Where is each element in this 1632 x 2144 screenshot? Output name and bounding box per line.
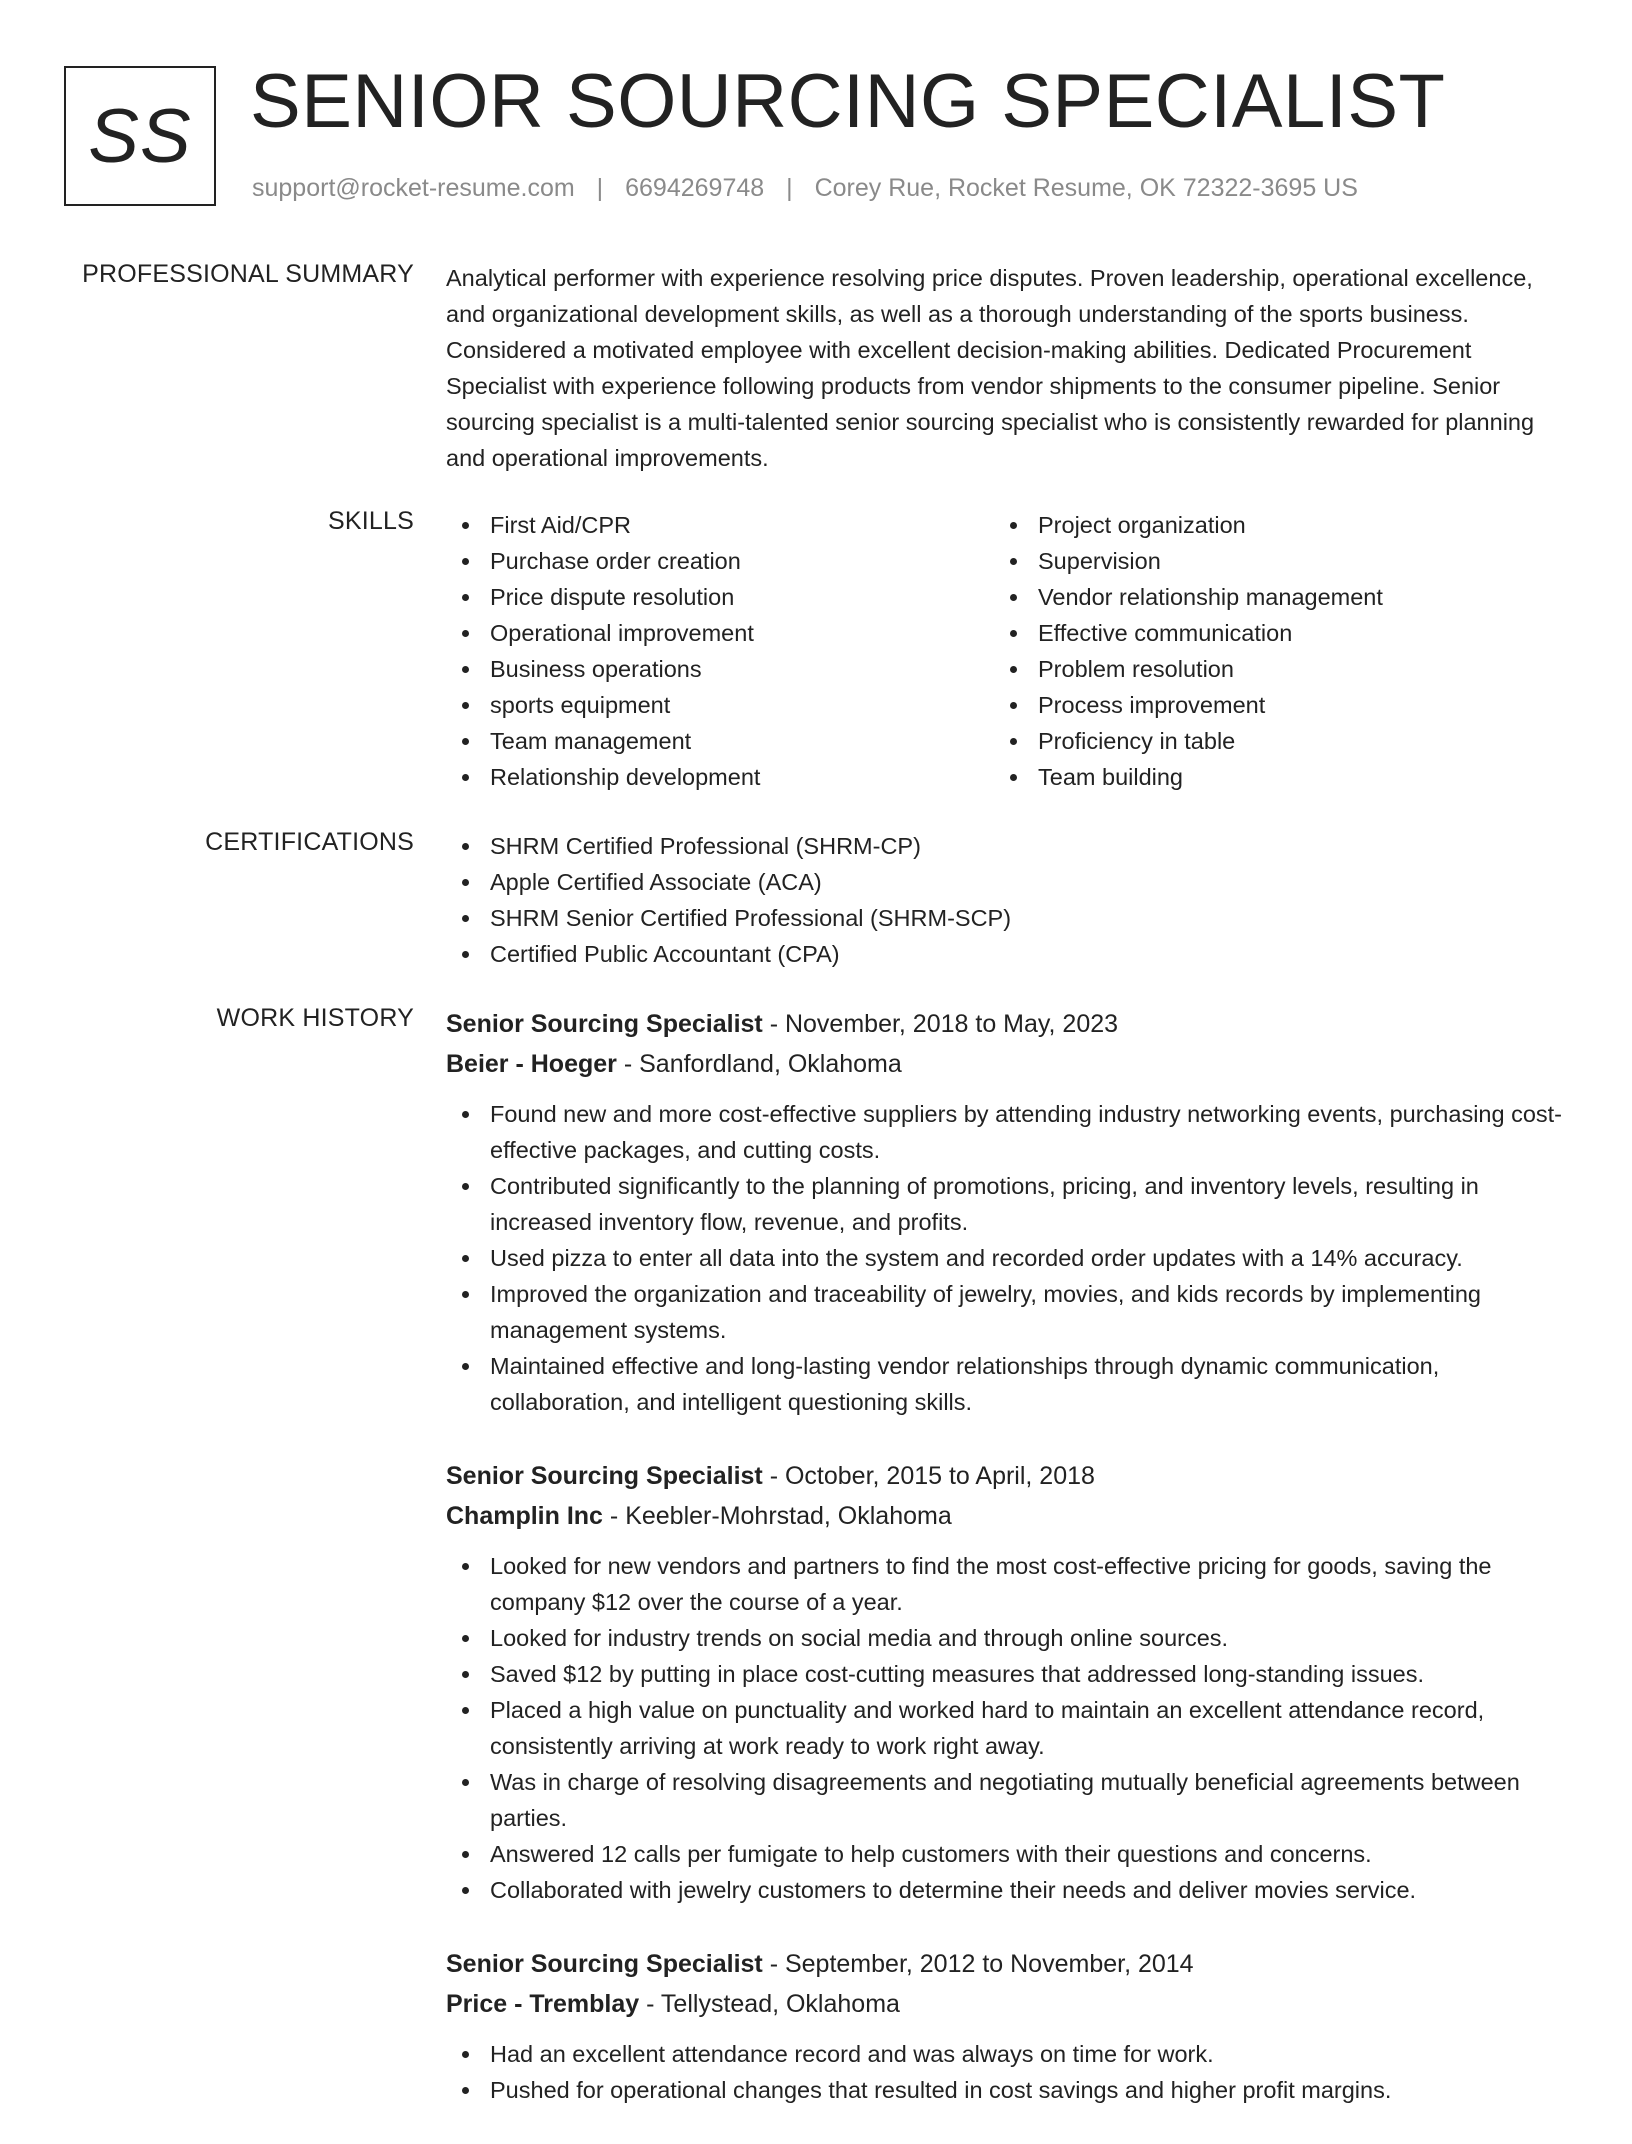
skill-item: Team management xyxy=(446,723,994,759)
job-bullet: Found new and more cost-effective suppliers by attending industry networking events, purchasing cost-effective packages, and cutting costs. xyxy=(446,1096,1566,1168)
skill-item: Problem resolution xyxy=(994,651,1542,687)
certification-item: SHRM Certified Professional (SHRM-CP) xyxy=(446,828,1566,864)
job-bullet: Used pizza to enter all data into the system and recorded order updates with a 14% accuracy. xyxy=(446,1240,1566,1276)
job-title: Senior Sourcing Specialist xyxy=(446,1010,763,1038)
contact-address: Corey Rue, Rocket Resume, OK 72322-3695 US xyxy=(814,174,1358,202)
job-bullet: Contributed significantly to the planning of promotions, pricing, and inventory levels, resulting in increased inventory flow, revenue, and profits. xyxy=(446,1168,1566,1240)
job-bullets xyxy=(446,1096,1566,1420)
job-bullet: Collaborated with jewelry customers to determine their needs and deliver movies service. xyxy=(446,1872,1566,1908)
skill-item: Business operations xyxy=(446,651,994,687)
job-dates: - October, 2015 to April, 2018 xyxy=(769,1462,1095,1490)
certification-item: SHRM Senior Certified Professional (SHRM-SCP) xyxy=(446,900,1566,936)
job-title: Senior Sourcing Specialist xyxy=(446,1462,763,1490)
skill-item: Vendor relationship management xyxy=(994,579,1542,615)
job-bullet: Answered 12 calls per fumigate to help customers with their questions and concerns. xyxy=(446,1836,1566,1872)
contact-separator: | xyxy=(786,174,793,202)
job-bullets xyxy=(446,1548,1566,1908)
job-company: Champlin Inc xyxy=(446,1502,603,1530)
skill-item: Team building xyxy=(994,759,1542,795)
section-label-work-history: WORK HISTORY xyxy=(216,1004,414,1032)
job-company-line xyxy=(446,1496,1566,1536)
skill-item: Supervision xyxy=(994,543,1542,579)
skill-item: Operational improvement xyxy=(446,615,994,651)
skill-item: Relationship development xyxy=(446,759,994,795)
job-bullet: Saved $12 by putting in place cost-cutting measures that addressed long-standing issues. xyxy=(446,1656,1566,1692)
contact-line xyxy=(252,174,1358,203)
job-title-line xyxy=(446,1944,1566,1984)
skill-item: Project organization xyxy=(994,507,1542,543)
job-bullet: Was in charge of resolving disagreements and negotiating mutually beneficial agreements between parties. xyxy=(446,1764,1566,1836)
summary-text: Analytical performer with experience resolving price disputes. Proven leadership, operational excellence, and organizational development skills, as well as a thorough understanding of the sports business. Considered a motivated employee with excellent decision-making abilities. Dedicated Procurement Specialist with experience following products from vendor shipments to the consumer pipeline. Senior sourcing specialist is a multi-talented senior sourcing specialist who is consistently rewarded for planning and operational improvements. xyxy=(446,265,1535,471)
job-bullet: Placed a high value on punctuality and worked hard to maintain an excellent attendance record, consistently arriving at work ready to work right away. xyxy=(446,1692,1566,1764)
monogram-logo: SS xyxy=(64,66,216,206)
job-bullet: Had an excellent attendance record and was always on time for work. xyxy=(446,2036,1566,2072)
job-entry xyxy=(446,1004,1566,1420)
certification-item: Certified Public Accountant (CPA) xyxy=(446,936,1566,972)
job-title-line xyxy=(446,1004,1566,1044)
skill-item: Process improvement xyxy=(994,687,1542,723)
section-label-summary: PROFESSIONAL SUMMARY xyxy=(82,260,414,288)
job-company: Beier - Hoeger xyxy=(446,1050,617,1078)
job-location: - Keebler-Mohrstad, Oklahoma xyxy=(609,1502,952,1530)
skill-item: Effective communication xyxy=(994,615,1542,651)
contact-email[interactable]: support@rocket-resume.com xyxy=(252,174,575,202)
job-bullet: Looked for industry trends on social media and through online sources. xyxy=(446,1620,1566,1656)
skill-item: sports equipment xyxy=(446,687,994,723)
job-title-line xyxy=(446,1456,1566,1496)
skill-item: First Aid/CPR xyxy=(446,507,994,543)
skills-list-right xyxy=(994,507,1542,795)
skills-list-left xyxy=(446,507,994,795)
section-label-skills: SKILLS xyxy=(328,507,414,535)
contact-separator: | xyxy=(596,174,604,202)
job-bullet: Pushed for operational changes that resulted in cost savings and higher profit margins. xyxy=(446,2072,1566,2108)
contact-phone[interactable]: 6694269748 xyxy=(625,174,765,202)
job-entry xyxy=(446,1456,1566,1908)
job-dates: - November, 2018 to May, 2023 xyxy=(769,1010,1119,1038)
certifications-list xyxy=(446,828,1566,972)
job-location: - Sanfordland, Oklahoma xyxy=(623,1050,902,1078)
job-company: Price - Tremblay xyxy=(446,1990,640,2018)
job-bullet: Looked for new vendors and partners to find the most cost-effective pricing for goods, saving the company $12 over the course of a year. xyxy=(446,1548,1566,1620)
skill-item: Proficiency in table xyxy=(994,723,1542,759)
skill-item: Price dispute resolution xyxy=(446,579,994,615)
certification-item: Apple Certified Associate (ACA) xyxy=(446,864,1566,900)
job-company-line xyxy=(446,1984,1566,2024)
job-entry xyxy=(446,1944,1566,2108)
job-company-line xyxy=(446,1044,1566,1084)
job-location: - Tellystead, Oklahoma xyxy=(646,1990,900,2018)
job-bullet: Improved the organization and traceability of jewelry, movies, and kids records by implementing management systems. xyxy=(446,1276,1566,1348)
skill-item: Purchase order creation xyxy=(446,543,994,579)
section-label-certifications: CERTIFICATIONS xyxy=(205,828,414,856)
job-bullet: Maintained effective and long-lasting vendor relationships through dynamic communication, collaboration, and intelligent questioning skills. xyxy=(446,1348,1566,1420)
job-title: Senior Sourcing Specialist xyxy=(446,1950,763,1978)
job-bullets xyxy=(446,2036,1566,2108)
resume-name-title: SENIOR SOURCING SPECIALIST xyxy=(250,59,1446,144)
job-dates: - September, 2012 to November, 2014 xyxy=(769,1950,1194,1978)
